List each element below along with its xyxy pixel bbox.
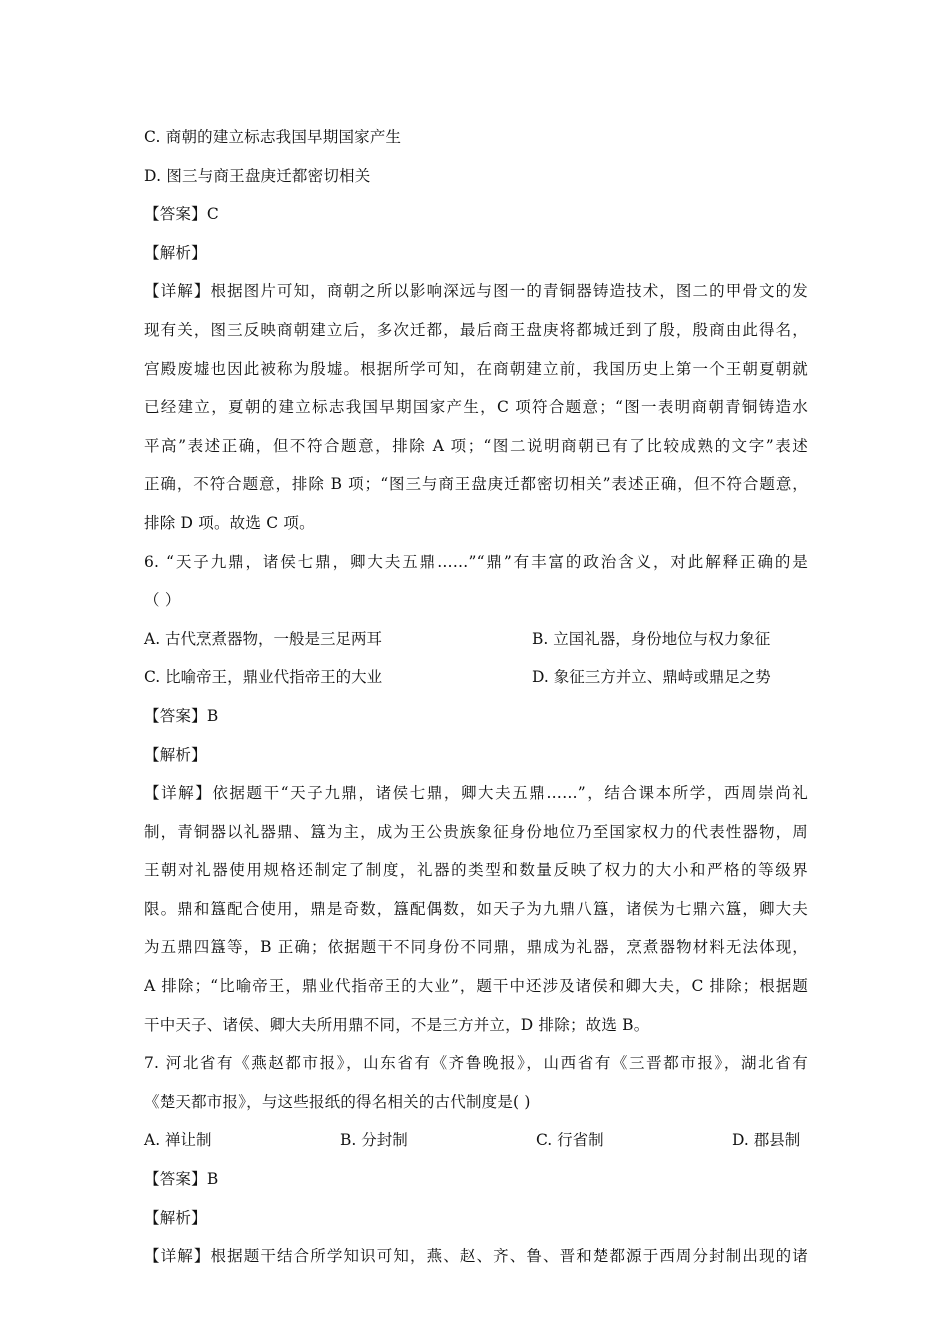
q6-detail-line: 为五鼎四簋等，B 正确；依据题干不同身份不同鼎，鼎成为礼器，烹煮器物材料无法体现， — [144, 938, 808, 957]
q6-stem-blank: （ ） — [144, 591, 181, 610]
q7-stem: 7. 河北省有《燕赵都市报》，山东省有《齐鲁晚报》，山西省有《三晋都市报》，湖北省有 — [144, 1054, 808, 1073]
q5-detail-line: 排除 D 项。故选 C 项。 — [144, 513, 315, 532]
q7-options-row — [144, 1121, 808, 1160]
q6-options-row — [144, 620, 808, 659]
q6-option-c: C. 比喻帝王，鼎业代指帝王的大业 — [144, 668, 383, 687]
q6-detail-line: 干中天子、诸侯、卿大夫所用鼎不同，不是三方并立，D 排除；故选 B。 — [144, 1015, 650, 1034]
q7-option-d: D. 郡县制 — [732, 1131, 801, 1150]
q6-options-row — [144, 658, 808, 697]
q7-answer — [144, 1160, 808, 1199]
answer-value: B — [206, 1170, 219, 1189]
answer-tag: 【答案】 — [144, 1170, 207, 1189]
q5-detail-line: 现有关，图三反映商朝建立后，多次迁都，最后商王盘庚将都城迁到了殷，殷商由此得名， — [144, 320, 808, 339]
answer-value: B — [206, 706, 219, 725]
q6-option-a: A. 古代烹煮器物，一般是三足两耳 — [144, 629, 383, 648]
answer-tag: 【答案】 — [144, 205, 207, 224]
q6-answer — [144, 697, 808, 736]
q6-detail-line: A 排除；“比喻帝王，鼎业代指帝王的大业”，题干中还涉及诸侯和卿大夫，C 排除；根据题 — [144, 977, 808, 996]
detail-tag: 【详解】 — [144, 1247, 211, 1266]
q6-detail-line: 制，青铜器以礼器鼎、簋为主，成为王公贵族象征身份地位乃至国家权力的代表性器物，周 — [144, 822, 808, 841]
q5-option-c: C. 商朝的建立标志我国早期国家产生 — [144, 128, 402, 146]
q6-option-d: D. 象征三方并立、鼎峙或鼎足之势 — [532, 668, 771, 687]
q5-answer — [144, 195, 808, 234]
q5-analysis-tag: 【解析】 — [144, 243, 207, 262]
q5-detail-line: 宫殿废墟也因此被称为殷墟。根据所学可知，在商朝建立前，我国历史上第一个王朝夏朝就 — [144, 359, 808, 378]
q6-stem: 6. “天子九鼎，诸侯七鼎，卿大夫五鼎……”“鼎”有丰富的政治含义，对此解释正确的是 — [144, 552, 808, 571]
q7-detail-line: 【详解】根据题干结合所学知识可知，燕、赵、齐、鲁、晋和楚都源于西周分封制出现的诸 — [144, 1247, 808, 1266]
q6-detail-line: 王朝对礼器使用规格还制定了制度，礼器的类型和数量反映了权力的大小和严格的等级界 — [144, 861, 808, 880]
q5-detail-line: 【详解】根据图片可知，商朝之所以影响深远与图一的青铜器铸造技术，图二的甲骨文的发 — [144, 282, 808, 301]
q6-option-b: B. 立国礼器，身份地位与权力象征 — [532, 629, 771, 648]
q5-detail-line: 平高”表述正确，但不符合题意，排除 A 项；“图二说明商朝已有了比较成熟的文字”表述 — [144, 436, 808, 455]
q6-detail-line: 【详解】依据题干“天子九鼎，诸侯七鼎，卿大夫五鼎……”，结合课本所学，西周崇尚礼 — [144, 784, 808, 803]
answer-tag: 【答案】 — [144, 706, 207, 725]
q6-detail-line: 限。鼎和簋配合使用，鼎是奇数，簋配偶数，如天子为九鼎八簋，诸侯为七鼎六簋，卿大夫 — [144, 899, 808, 918]
q5-detail-line: 正确，不符合题意，排除 B 项；“图三与商王盘庚迁都密切相关”表述正确，但不符合题意， — [144, 475, 808, 494]
answer-value: C — [206, 205, 219, 224]
q5-detail-line: 已经建立，夏朝的建立标志我国早期国家产生，C 项符合题意；“图一表明商朝青铜铸造水 — [144, 398, 808, 417]
q6-analysis-tag: 【解析】 — [144, 745, 207, 764]
q7-option-a: A. 禅让制 — [144, 1131, 212, 1150]
q7-stem-line2: 《楚天都市报》，与这些报纸的得名相关的古代制度是( ) — [144, 1092, 531, 1111]
detail-tag: 【详解】 — [144, 784, 213, 803]
detail-tag: 【详解】 — [144, 282, 211, 301]
q7-option-c: C. 行省制 — [536, 1131, 604, 1150]
q7-analysis-tag: 【解析】 — [144, 1208, 207, 1227]
page-content — [144, 118, 808, 1276]
q7-option-b: B. 分封制 — [340, 1131, 408, 1150]
q5-option-d: D. 图三与商王盘庚迁都密切相关 — [144, 166, 371, 185]
